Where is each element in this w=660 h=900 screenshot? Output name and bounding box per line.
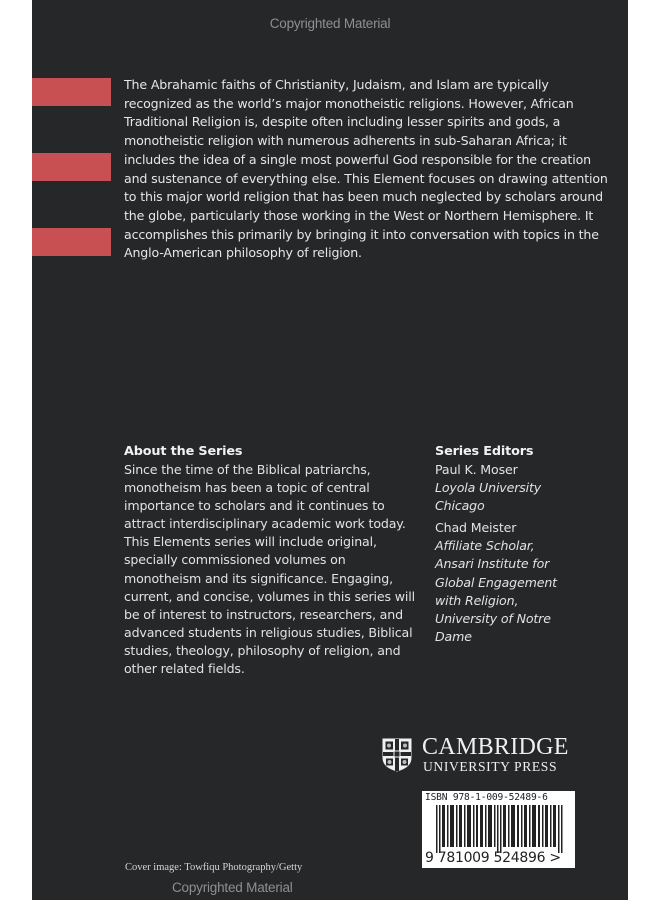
isbn-barcode [422,791,575,868]
editor-affiliation: Affiliate Scholar, Ansari Institute for Global Engagement with Religion, University of Notre Dame [435,538,557,644]
watermark-top: Copyrighted Material [269,16,391,31]
red-accent-bar-3 [32,228,111,256]
editor-name: Paul K. Moser [435,462,518,477]
barcode-bars-icon [436,805,566,853]
about-series-heading: About the Series [124,444,243,459]
book-blurb: The Abrahamic faiths of Christianity, Judaism, and Islam are typically recognized as the world’s major monotheistic religions. However, African Traditional Religion is, despite often including lesser spirits and gods, a monotheistic religion with numerous adherents in sub-Saharan Africa; it includes the idea of a single most powerful God responsible for the creation and sustenance of everything else. This Element focuses on drawing attention to this major world religion that has been much neglected by scholars around the globe, particularly those working in the West or Northern Hemisphere. It accomplishes this primarily by bringing it into conversation with topics in the Anglo-American philosophy of religion. [124,77,608,261]
editor-name: Chad Meister [435,520,517,536]
isbn-label: ISBN 978-1-009-52489-6 [425,792,548,803]
watermark-bottom: Copyrighted Material [172,880,293,895]
shield-crest-icon [382,738,412,772]
barcode-digits: 9 781009 524896 > [425,850,561,866]
publisher-subtitle: UNIVERSITY PRESS [423,759,558,774]
series-editors-section [435,443,615,646]
about-series-text: Since the time of the Biblical patriarchs, monotheism has been a topic of central importance to scholars and it continues to attract interdisciplinary academic work today. This Elements series will include original, specially commissioned volumes on monotheism and its significance. Engaging, current, and concise, volumes in this series will be of interest to instructors, researchers, and advanced students in religious studies, Biblical studies, theology, philosophy of religion, and other related fields. [124,462,415,677]
red-accent-bar-2 [32,153,111,181]
about-series-section [124,443,420,678]
editor-affiliation: Loyola University Chicago [435,480,542,514]
publisher-logo [382,734,582,777]
red-accent-bar-1 [32,78,111,106]
publisher-name: CAMBRIDGE [422,734,569,760]
series-editors-heading: Series Editors [435,444,534,459]
cover-image-credit: Cover image: Towfiqu Photography/Getty [125,862,303,873]
